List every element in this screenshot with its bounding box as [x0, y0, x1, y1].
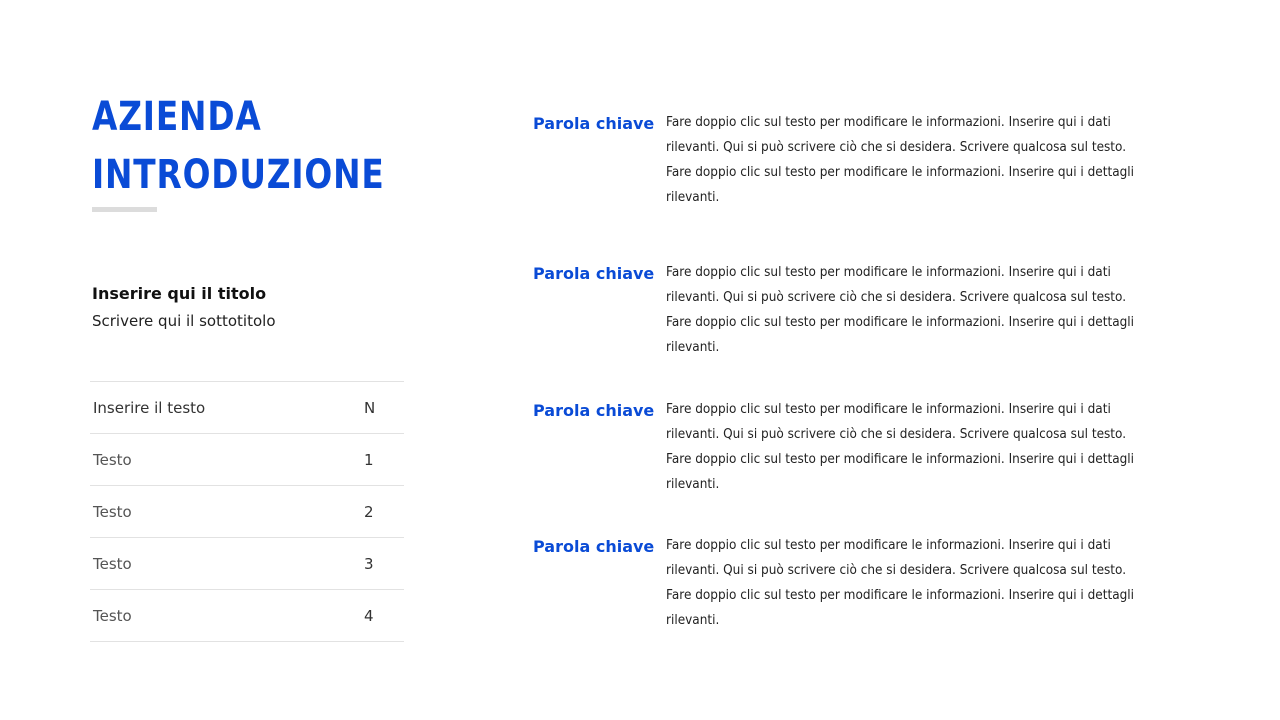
title-underline — [92, 207, 157, 212]
cell-text: Testo — [93, 502, 132, 521]
cell-n: 4 — [364, 606, 374, 625]
column-header-text: Inserire il testo — [93, 398, 206, 417]
keyword-description: Fare doppio clic sul testo per modificare le informazioni. Inserire qui i dati rilevanti. Qui si può scrivere ciò che si desidera. Scrivere qualcosa sul testo. Fare doppio clic sul testo per modificare le informazioni. Inserire qui i dettagli rilevanti. — [666, 115, 1135, 205]
cell-text: Testo — [93, 606, 132, 625]
cell-n: 2 — [364, 502, 374, 521]
table-header-row — [90, 381, 404, 433]
keyword-label: Parola chiave — [533, 537, 655, 556]
keyword-description: Fare doppio clic sul testo per modificare le informazioni. Inserire qui i dati rilevanti. Qui si può scrivere ciò che si desidera. Scrivere qualcosa sul testo. Fare doppio clic sul testo per modificare le informazioni. Inserire qui i dettagli rilevanti. — [666, 538, 1135, 628]
keyword-description: Fare doppio clic sul testo per modificare le informazioni. Inserire qui i dati rilevanti. Qui si può scrivere ciò che si desidera. Scrivere qualcosa sul testo. Fare doppio clic sul testo per modificare le informazioni. Inserire qui i dettagli rilevanti. — [666, 265, 1135, 355]
table-row — [90, 537, 404, 589]
section-subtitle: Scrivere qui il sottotitolo — [92, 312, 276, 330]
keyword-label: Parola chiave — [533, 264, 655, 283]
cell-n: 3 — [364, 554, 374, 573]
section-title: Inserire qui il titolo — [92, 284, 267, 303]
table-row — [90, 589, 404, 642]
keyword-description: Fare doppio clic sul testo per modificare le informazioni. Inserire qui i dati rilevanti. Qui si può scrivere ciò che si desidera. Scrivere qualcosa sul testo. Fare doppio clic sul testo per modificare le informazioni. Inserire qui i dettagli rilevanti. — [666, 402, 1135, 492]
table-row — [90, 485, 404, 537]
keyword-label: Parola chiave — [533, 401, 655, 420]
column-header-n: N — [364, 398, 376, 417]
cell-text: Testo — [93, 450, 132, 469]
keyword-label: Parola chiave — [533, 114, 655, 133]
data-table — [90, 381, 404, 642]
title-line-2: INTRODUZIONE — [92, 152, 385, 198]
table-row — [90, 433, 404, 485]
cell-n: 1 — [364, 450, 374, 469]
cell-text: Testo — [93, 554, 132, 573]
page-title — [92, 88, 385, 204]
title-line-1: AZIENDA — [92, 94, 262, 140]
